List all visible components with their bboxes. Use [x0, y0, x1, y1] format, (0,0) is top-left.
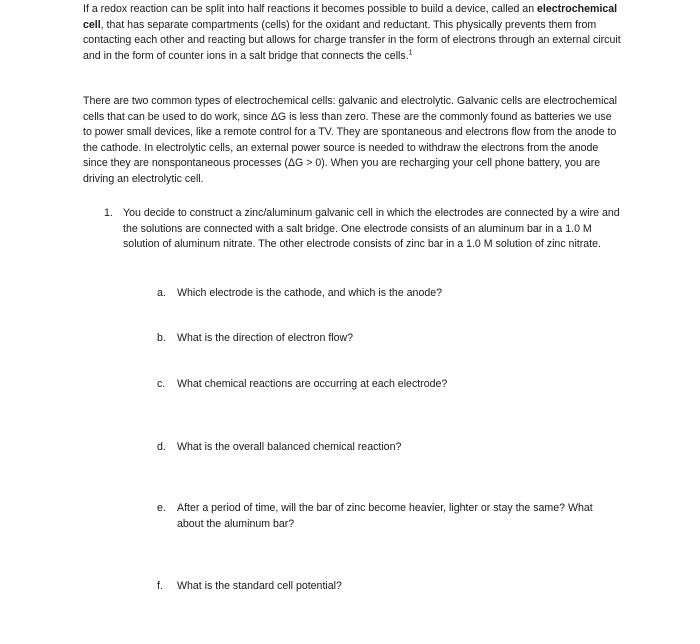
intro-paragraph-1	[83, 2, 623, 64]
part-label: b.	[157, 332, 166, 344]
part-label: e.	[157, 502, 166, 514]
intro-p1-text-a: If a redox reaction can be split into half reactions it becomes possible to build a device, called an	[83, 3, 538, 15]
part-label: d.	[157, 441, 166, 453]
question-text: You decide to construct a zinc/aluminum galvanic cell in which the electrodes are connected by a wire and the solutions are connected with a salt bridge. One electrode consists of an aluminum bar in a 1.0 M solution of aluminum nitrate. The other electrode consists of zinc bar in a 1.0 M solution of zinc nitrate.	[123, 207, 620, 250]
part-text: What is the overall balanced chemical reaction?	[177, 441, 402, 453]
part-label: c.	[157, 378, 166, 390]
part-label: a.	[157, 287, 166, 299]
intro-p1-text-b: , that has separate compartments (cells) for the oxidant and reductant. This physically prevents them from contacting each other and reacting but allows for charge transfer in the form of electrons through an external circuit and in the form of counter ions in a salt bridge that connects the cells.	[83, 18, 621, 62]
question-number: 1.	[104, 207, 113, 219]
intro-paragraph-2: There are two common types of electrochemical cells: galvanic and electrolytic. Galvanic cells are electrochemical cells that can be used to do work, since ΔG is less than zero. These are the commonly found as batteries we use to power small devices, like a remote control for a TV. They are spontaneous and electrons flow from the anode to the cathode. In electrolytic cells, an external power source is needed to withdraw the electrons from the anode since they are nonspontaneous processes (ΔG > 0). When you are recharging your cell phone battery, you are driving an electrolytic cell.	[83, 95, 618, 185]
part-text: What is the standard cell potential?	[177, 580, 342, 592]
part-label: f.	[157, 580, 163, 592]
part-text: Which electrode is the cathode, and which is the anode?	[177, 287, 443, 299]
part-text: After a period of time, will the bar of zinc become heavier, lighter or stay the same? What about the aluminum bar?	[177, 502, 593, 530]
electrochemical-cell-term: electrochemical cell	[83, 3, 618, 31]
part-text: What chemical reactions are occurring at each electrode?	[177, 378, 448, 390]
footnote-marker: 1	[408, 48, 413, 56]
part-text: What is the direction of electron flow?	[177, 332, 354, 344]
